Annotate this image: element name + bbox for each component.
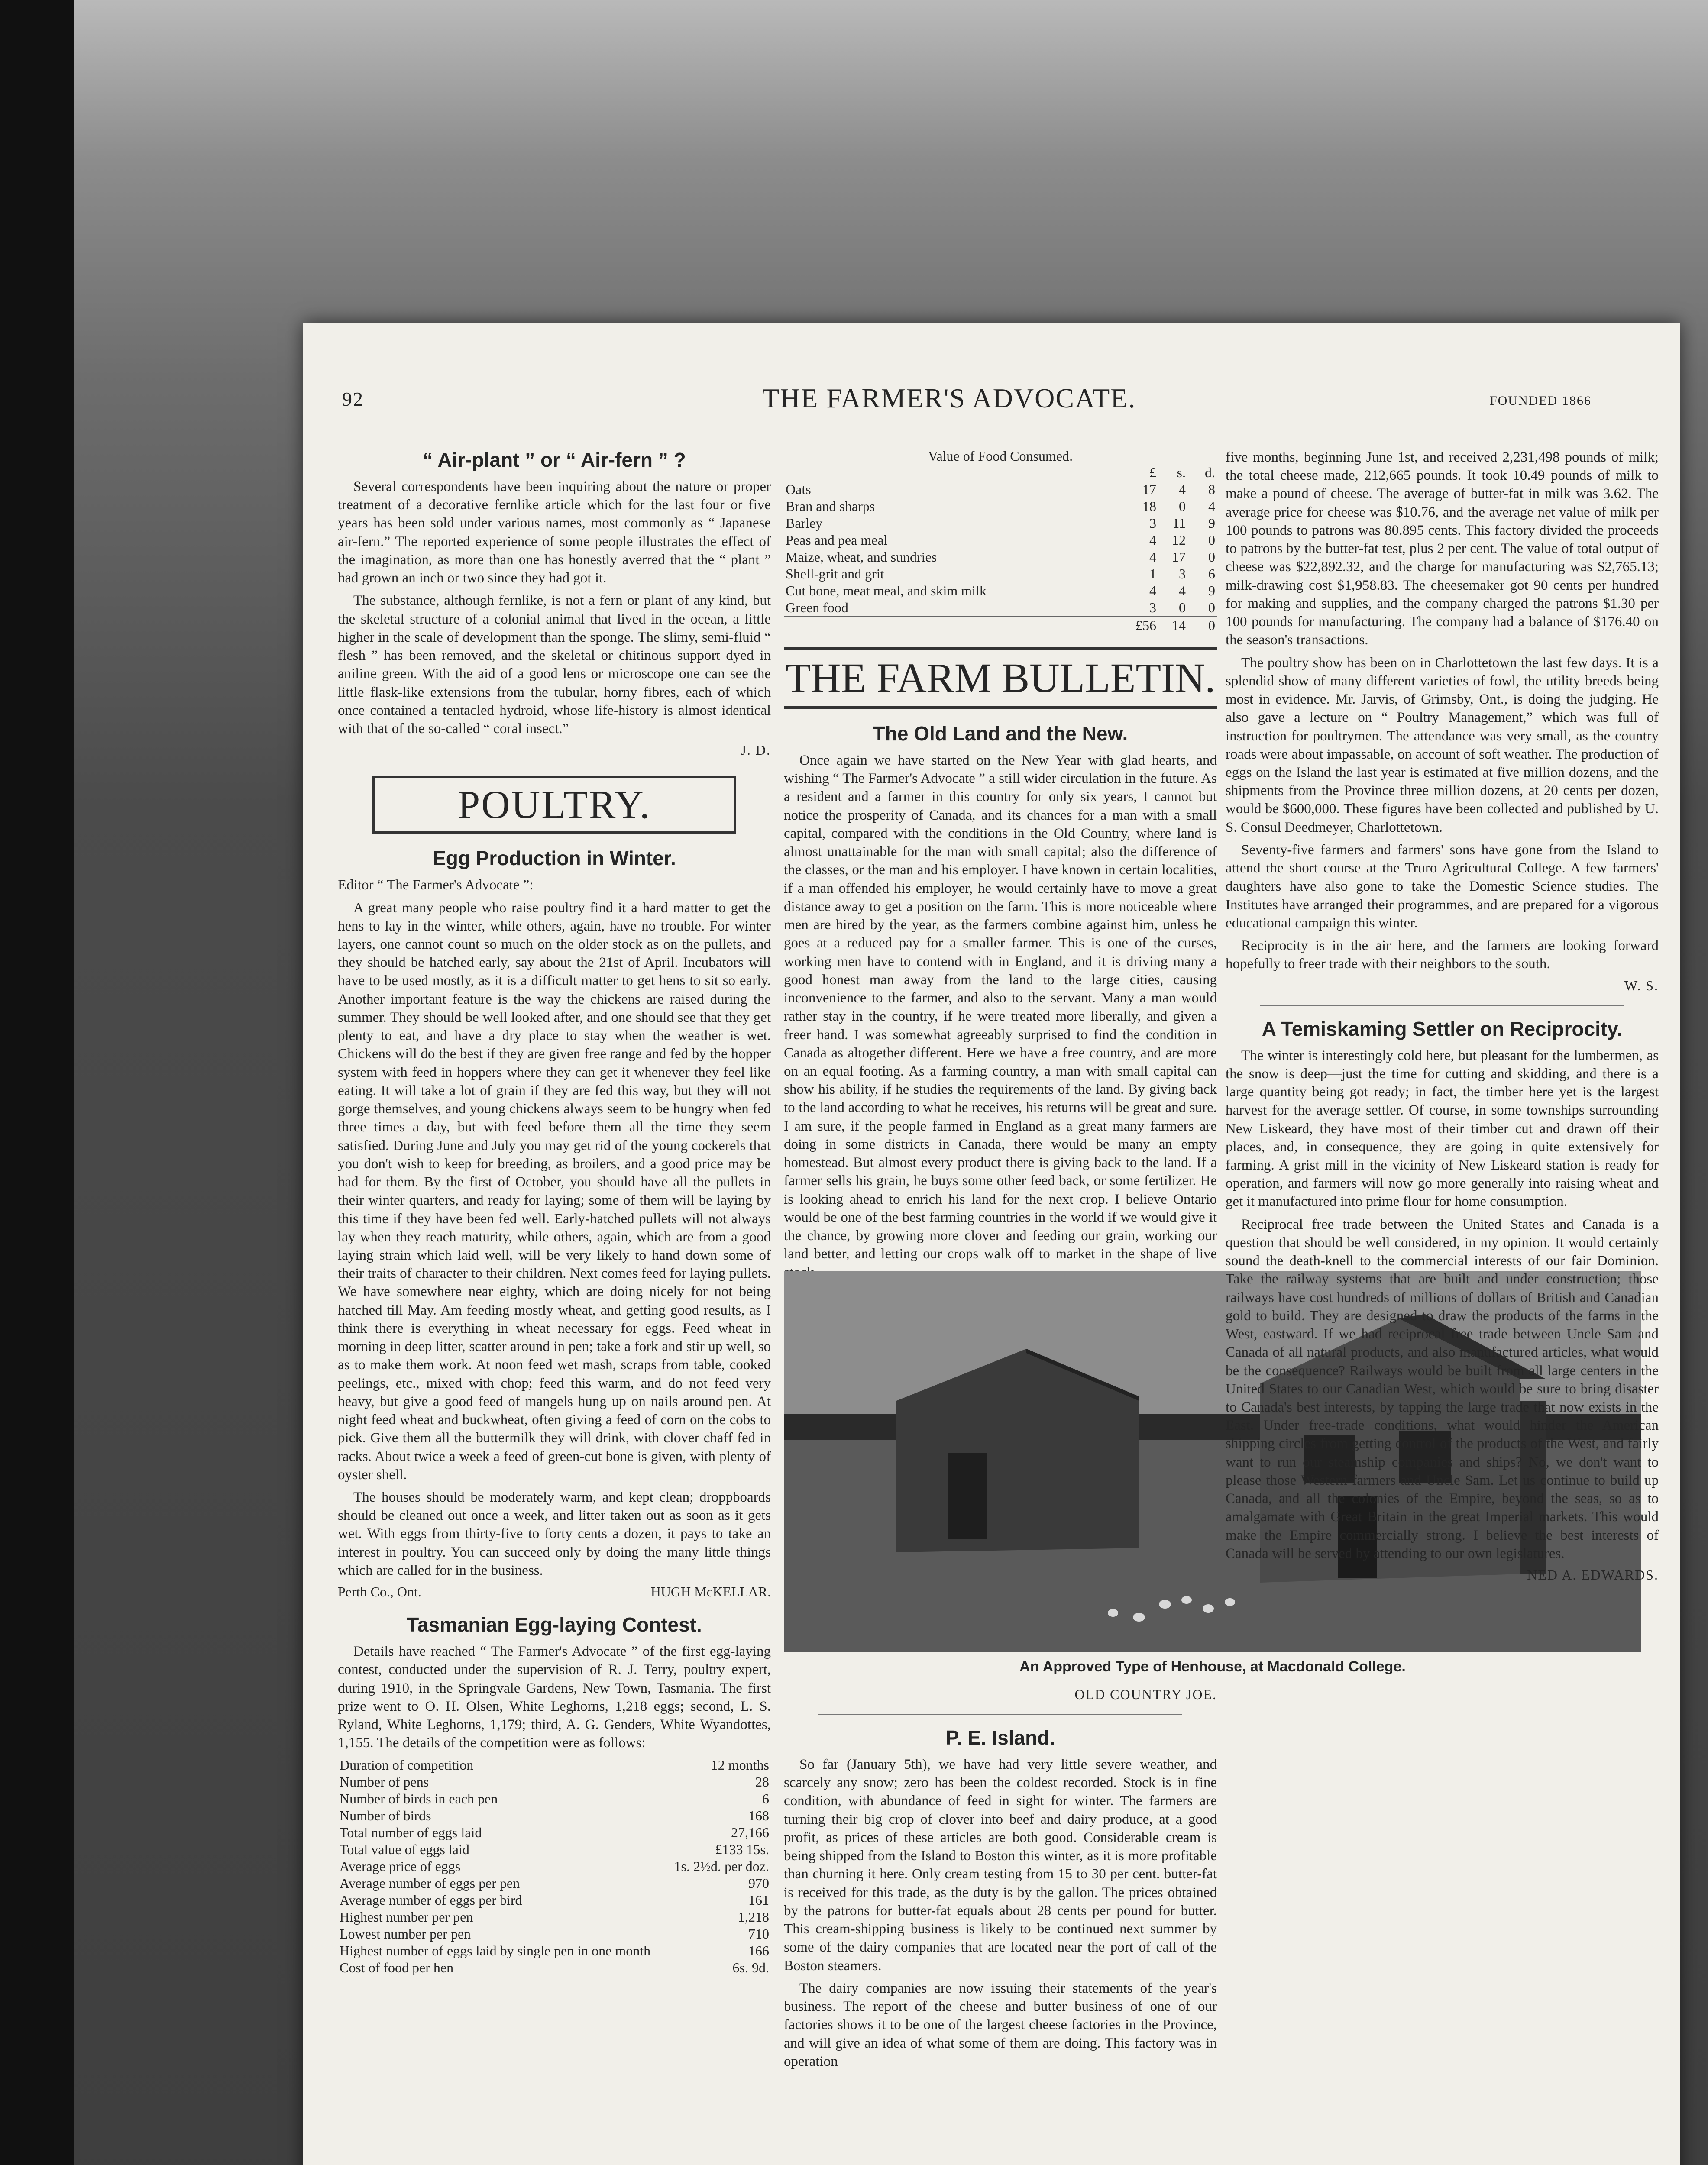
- food-item: Cut bone, meat meal, and skim milk: [786, 583, 987, 598]
- masthead-title: THE FARMER'S ADVOCATE.: [762, 383, 1136, 414]
- food-pence: 0: [1208, 549, 1215, 565]
- food-pounds: 3: [1149, 515, 1156, 531]
- food-pence: 9: [1208, 583, 1215, 598]
- airplant-signature: J. D.: [741, 742, 771, 758]
- stat-value: 168: [748, 1807, 769, 1823]
- stat-value: 161: [748, 1892, 769, 1908]
- tasmanian-stat-row: [338, 1926, 771, 1942]
- tasmanian-stat-row: [338, 1774, 771, 1790]
- column-middle: [784, 448, 1217, 1262]
- stat-label: Duration of competition: [340, 1757, 474, 1773]
- egg-paragraph-2: The houses should be moderately warm, and kept clean; droppboards should be cleaned out once a week, and litter taken out as soon as it gets wet. With eggs from thirty-five to forty cents a dozen, it pays to take an interest in poultry. You can succeed only by doing the many little things which are called for in the business.: [338, 1490, 771, 1578]
- food-shillings: 11: [1172, 515, 1186, 531]
- tasmanian-stat-row: [338, 1807, 771, 1824]
- food-pence: 0: [1208, 600, 1215, 615]
- food-row: [784, 532, 1217, 549]
- pei-paragraph-3: The poultry show has been on in Charlottetown the last few days. It is a splendid show of many different varieties of fowl, the utility breeds being most in evidence. Mr. Jarvis, of Grimsby, Ont., is doing the judging. He also gave a lecture on “ Poultry Management,” which was full of instruction for poultrymen. The attendance was very small, as the country roads were about impassable, on account of soft weather. The production of eggs on the Island the last year is estimated at five million dozens, and the shipments from the Province three million dozens, at 20 cents per dozen, would be $600,000. These figures have been collected and published by U. S. Consul Deedmeyer, Charlottetown.: [1226, 655, 1659, 835]
- stat-value: 12 months: [711, 1757, 769, 1773]
- airplant-paragraph-2: The substance, although fernlike, is not a fern or plant of any kind, but the skeletal structure of a colonial animal that lived in the ocean, a little higher in the scale of development than the sponge. The slimy, semi-fluid “ flesh ” has been removed, and the skeletal or chitinous support dyed in aniline green. With the aid of a good lens or microscope one can see the little flask-like extensions from the tubular, horny fibres, each of which once contained a tentacled hydroid, whose life-history is almost identical with that of the so-called “ coral insect.”: [338, 593, 771, 737]
- poultry-section-heading: POULTRY.: [372, 776, 736, 834]
- food-shillings: 3: [1179, 566, 1186, 582]
- stat-label: Total number of eggs laid: [340, 1824, 482, 1840]
- food-total-shillings: 14: [1172, 617, 1186, 633]
- tasmanian-stat-row: [338, 1824, 771, 1841]
- stat-label: Average number of eggs per bird: [340, 1892, 522, 1908]
- scan-left-border: [0, 0, 74, 2165]
- food-pence: 4: [1208, 498, 1215, 514]
- food-pounds: 18: [1142, 498, 1156, 514]
- stat-value: 6s. 9d.: [732, 1959, 769, 1975]
- food-shillings: 17: [1172, 549, 1186, 565]
- old-land-paragraph: Once again we have started on the New Year with glad hearts, and wishing “ The Farmer's Advocate ” a still wider circulation in the future. As a resident and a farmer in this country for only six years, I cannot but notice the prosperity of Canada, and its chances for a man with a small capital, compared with the conditions in the Old Country, where land is almost unattainable for the man with small capital; also the difference of the classes, or the man and his employer. I have known in certain localities, if a man offended his employer, he would certainly have to move a great distance away to get a position on the farm. This is more noticeable where men are hired by the year, as the farmers combine against him, unless he goes at a reduced pay for a smaller farmer. This is one of the curses, working men have to contend with in England, and it is driving many a good honest man away from the land to the large cities, causing inconvenience to the farmer, and also to the servant. Many a man would rather stay in the country, if he were treated more liberally, and given a freer hand. I was somewhat agreeably surprised to find the condition in Canada as altogether different. Here we have a free country, and are more on an equal footing. As a farming country, a man with small capital can show his ability, if he studies the requirements of the land. By giving back to the land according to what he receives, his returns will be great and sure. I am sure, if the people farmed in England as a great many farmers are doing in some districts in Canada, there would be many an empty homestead. But almost every product there is giving back to the land. If a farmer sells his grain, he buys some other feed back, or some fertilizer. He is looking ahead to enrich his land for the next crop. I believe Ontario would be one of the best farming countries in the world if we would give it the chance, by growing more clover and feeding our grain, working our land better, and letting our crops walk off to market in the shape of live: [784, 753, 1217, 1262]
- food-pounds: 3: [1149, 600, 1156, 615]
- food-total-pounds: £56: [1135, 617, 1156, 633]
- stat-label: Number of pens: [340, 1774, 429, 1790]
- egg-signature-place: Perth Co., Ont.: [338, 1584, 421, 1600]
- divider: [1260, 1005, 1624, 1006]
- tasmanian-stat-row: [338, 1942, 771, 1959]
- food-row: [784, 549, 1217, 565]
- tasmanian-stat-row: [338, 1757, 771, 1774]
- egg-signature-block: [338, 1584, 771, 1600]
- stat-value: 970: [748, 1875, 769, 1891]
- stat-value: 1,218: [738, 1909, 769, 1925]
- food-shillings: 4: [1179, 583, 1186, 598]
- food-col-pounds: £: [1149, 465, 1156, 480]
- food-item: Shell-grit and grit: [786, 566, 884, 582]
- food-item: Barley: [786, 515, 823, 531]
- food-pounds: 4: [1149, 583, 1156, 598]
- stat-label: Number of birds: [340, 1807, 431, 1823]
- food-col-pence: d.: [1205, 465, 1215, 480]
- tasmanian-stat-row: [338, 1959, 771, 1976]
- food-item: Oats: [786, 481, 811, 497]
- egg-paragraph-1: A great many people who raise poultry find it a hard matter to get the hens to lay in the winter, while others, again, have no trouble. For winter layers, one cannot count so much on the older stock as on the pullets, and they should be hatched early, say about the 21st of April. Incubators will have to be used mostly, as it is a difficult matter to get hens to sit so early. Another important feature is the way the chickens are raised during the summer. They should be well looked after, and one should see that they get plenty to eat, and have a dry place to stay when the weather is wet. Chickens will do the best if they are given free range and fed by the hopper system with feed in hoppers where they can get it whenever they feel like eating. It will take a lot of grain if they are fed this way, but they will not gorge themselves, and young chickens always seem to be hungry when fed three times a day, but with feed before them all the time they seem satisfied. During June and July you may get rid of the young cockerels that you don't wish to keep for breeding, as broilers, and a good price may be had for them. By the first of October, you should have all the pullets in their winter quarters, and ready for laying; some of them will be laying by this time if they have been fed well. Early-hatched pullets will not always lay when they reach maturity, while others, again, which are from a good laying strain which laid well, will be very likely to hand down some of their traits of character to their children. Next comes feed for laying pullets. We have somewhere near eighty, which are doing nicely for not being hatched till May. Am feeding mostly wheat, and getting good results, as I think there is everything in wheat necessary for eggs. Feed wheat in morning in deep litter, scatter around in pen; take a fork and stir up well, so as to make them work. At noon feed wet mash, scraps from table, cooked peelings, etc., mixed with chop; feed this warm, and do not feed very heavy, but give a good feed of mangels hung up on nails around pen. At night feed wheat and buckwheat, often giving a feed of corn on the cobs to pick. Give them all the buttermilk they will drink, with clover chaff fed in racks. About twice a week a feed of green-cut bone is given, with plenty of oyster shell.: [338, 900, 771, 1483]
- column-middle-lower: [784, 1687, 1217, 2075]
- stat-value: 166: [748, 1942, 769, 1958]
- pei-paragraph-4: Seventy-five farmers and farmers' sons have gone from the Island to attend the short course at the Truro Agricultural College. A few farmers' daughters have also gone to take the Domestic Science studies. The Institutes have arranged their programmes, and are prepared for a vigorous educational campaign this winter.: [1226, 842, 1659, 931]
- food-pence: 6: [1208, 566, 1215, 582]
- food-shillings: 0: [1179, 600, 1186, 615]
- food-pence: 8: [1208, 481, 1215, 497]
- airplant-heading: “ Air-plant ” or “ Air-fern ” ?: [423, 449, 686, 471]
- pei-paragraph-2: The dairy companies are now issuing their statements of the year's business. The report of the cheese and butter business of one of our factories shows it to be one of the largest cheese factories in the Province, and will give an idea of what some of them are doing. This factory was in operation: [784, 1980, 1217, 2069]
- food-table-title: Value of Food Consumed.: [928, 448, 1073, 464]
- temiskaming-paragraph-2: Reciprocal free trade between the United States and Canada is a question that should be well considered, in my opinion. It would certainly sound the death-knell to the commercial interests of our fair Dominion. Take the railway systems that are built and under construction; those railways have cost hundreds of millions of dollars of British and Canadian gold to build. They are designed to draw the products of the farms in the West, eastward. If we had reciprocal free trade between Uncle Sam and Canada of all natural products, and also manufactured articles, what would be the consequence? Railways would be built from all large centers in the United States to our Canadian West, which would be sure to bring disaster to Canada's best interests, by tapping the large trade that now exists in the East. Under free-trade conditions, what would hinder the American shipping circles from getting control of the products of the West, and fairly want to run our steamship companies and ships? No, we don't want to please those Western farmers and Uncle Sam. Let us continue to build up Canada, and all the colonies of the Empire, beyond the seas, so as to amalgamate with Great Britain in the great Imperial markets. This would make the Empire commercially strong. I believe the best interests of Canada will be served by attending to our own legislatures.: [1226, 1216, 1659, 1561]
- food-pounds: 4: [1149, 532, 1156, 548]
- food-pence: 0: [1208, 532, 1215, 548]
- food-item: Green food: [786, 600, 848, 615]
- founded-line: FOUNDED 1866: [1490, 394, 1592, 408]
- food-col-shillings: s.: [1177, 465, 1186, 480]
- tasmanian-stats-table: [338, 1757, 771, 1976]
- food-shillings: 12: [1172, 532, 1186, 548]
- food-row: [784, 599, 1217, 617]
- column-left: [338, 448, 771, 1982]
- stat-label: Cost of food per hen: [340, 1959, 454, 1975]
- old-land-signature: OLD COUNTRY JOE.: [1074, 1687, 1217, 1702]
- egg-editor-line: Editor “ The Farmer's Advocate ”:: [338, 877, 534, 893]
- tasmanian-paragraph: Details have reached “ The Farmer's Advocate ” of the first egg-laying contest, conducted under the supervision of R. J. Terry, poultry expert, during 1910, in the Springvale Gardens, New Town, Tasmania. The first prize went to O. H. Olsen, White Leghorns, 1,218 eggs; second, L. S. Ryland, White Leghorns, 1,179; third, A. G. Genders, White Wyandottes, 1,155. The details of the competition were as follows:: [338, 1644, 771, 1751]
- food-pounds: 17: [1142, 481, 1156, 497]
- food-shillings: 0: [1179, 498, 1186, 514]
- stat-value: £133 15s.: [715, 1841, 769, 1857]
- tasmanian-stat-row: [338, 1875, 771, 1892]
- food-row: [784, 498, 1217, 515]
- food-item: Bran and sharps: [786, 498, 875, 514]
- tasmanian-stat-row: [338, 1858, 771, 1875]
- column-right: [1226, 448, 1659, 1592]
- stat-label: Average number of eggs per pen: [340, 1875, 520, 1891]
- food-shillings: 4: [1179, 481, 1186, 497]
- page-number: 92: [342, 388, 364, 410]
- food-item: Maize, wheat, and sundries: [786, 549, 937, 565]
- food-pence: 9: [1208, 515, 1215, 531]
- pei-heading: P. E. Island.: [945, 1726, 1055, 1749]
- tasmanian-heading: Tasmanian Egg-laying Contest.: [407, 1613, 702, 1636]
- airplant-paragraph-1: Several correspondents have been inquiring about the nature or proper treatment of a decorative fernlike article which for the last four or five years has been sold under various names, most commonly as “ Japanese air-fern.” The reported experience of some people illustrates the effect of the imagination, as more than one has honestly averred that the “ plant ” had grown an inch or two since they had got it.: [338, 479, 771, 586]
- stat-value: 6: [762, 1790, 769, 1806]
- pei-paragraph-5: Reciprocity is in the air here, and the farmers are looking forward hopefully to freer trade with their neighbors to the south.: [1226, 938, 1659, 972]
- food-pounds: 1: [1149, 566, 1156, 582]
- stat-label: Number of birds in each pen: [340, 1790, 498, 1806]
- stat-value: 1s. 2½d. per doz.: [674, 1858, 769, 1874]
- egg-production-heading: Egg Production in Winter.: [433, 847, 676, 870]
- food-row: [784, 582, 1217, 599]
- stat-label: Highest number of eggs laid by single pen in one month: [340, 1942, 651, 1958]
- stat-value: 28: [755, 1774, 769, 1790]
- egg-signature-name: HUGH McKELLAR.: [650, 1584, 771, 1600]
- food-value-table: [784, 464, 1217, 634]
- tasmanian-stat-row: [338, 1841, 771, 1858]
- photo-caption: An Approved Type of Henhouse, at Macdonald College.: [1019, 1658, 1406, 1675]
- food-row: [784, 565, 1217, 582]
- divider: [818, 1714, 1182, 1715]
- old-land-heading: The Old Land and the New.: [873, 722, 1128, 745]
- stat-label: Average price of eggs: [340, 1858, 461, 1874]
- pei-paragraph-1: So far (January 5th), we have had very little severe weather, and scarcely any snow; zero has been the coldest recorded. Stock is in fine condition, with abundance of feed in sight for winter. The farmers are turning their big crop of clover into beef and dairy produce, at a good profit, as prices of these articles are both good. Considerable cream is being shipped from the Island to Boston this winter, as it is more profitable than churning it here. Only cream testing from 15 to 30 per cent. butter-fat is received for this trade, as the duty is by the gallon. The prices obtained by the patrons for butter-fat equals about 28 cents per pound for butter. This cream-shipping business is likely to be continued next summer by some of the dairy companies that are located near the port of call of the Boston steamers.: [784, 1757, 1217, 1974]
- stat-label: Total value of eggs laid: [340, 1841, 469, 1857]
- newspaper-page: [303, 323, 1680, 2165]
- pei-signature: W. S.: [1624, 977, 1659, 993]
- food-item: Peas and pea meal: [786, 532, 888, 548]
- food-row: [784, 515, 1217, 532]
- tasmanian-stat-row: [338, 1892, 771, 1909]
- farm-bulletin-heading: THE FARM BULLETIN.: [784, 647, 1217, 709]
- pei-continued: five months, beginning June 1st, and received 2,231,498 pounds of milk; the total cheese made, 212,665 pounds. It took 10.49 pounds of milk to make a pound of cheese. The average of butter-fat in milk was 3.62. The average price for cheese was $10.76, and the average net value of milk per 100 pounds to patrons was 80.895 cents. This factory divided the proceeds to patrons by the butter-fat test, plus 2 per cent. The value of total output of cheese was $22,892.32, and the charge for manufacturing was $2,765.13; milk-drawing cost $1,958.83. The cheesemaker got 90 cents per hundred for making and supplies, and the company charged the patrons $1.30 per 100 pounds for manufacturing. The company had a balance of $176.40 on the season's transactions.: [1226, 449, 1659, 648]
- stat-value: 710: [748, 1926, 769, 1942]
- temiskaming-signature: NED A. EDWARDS.: [1527, 1567, 1659, 1583]
- food-pounds: 4: [1149, 549, 1156, 565]
- tasmanian-stat-row: [338, 1909, 771, 1926]
- food-row: [784, 481, 1217, 498]
- food-total-pence: 0: [1208, 617, 1215, 633]
- stat-value: 27,166: [731, 1824, 769, 1840]
- tasmanian-stat-row: [338, 1790, 771, 1807]
- stat-label: Highest number per pen: [340, 1909, 473, 1925]
- temiskaming-heading: A Temiskaming Settler on Reciprocity.: [1262, 1017, 1623, 1040]
- temiskaming-paragraph-1: The winter is interestingly cold here, but pleasant for the lumbermen, as the snow is deep—just the time for cutting and skidding, and there is a large quantity being got ready; in fact, the timber here yet is the largest harvest for the average settler. Of course, in some townships surrounding New Liskeard, they have most of their timber cut and drawn off their places, and, in consequence, they are going in quite extensively for farming. A grist mill in the vicinity of New Liskeard station is ready for operation, and farmers will now go more generally into raising wheat and get it manufactured into prime flour for home consumption.: [1226, 1047, 1659, 1210]
- stat-label: Lowest number per pen: [340, 1926, 471, 1942]
